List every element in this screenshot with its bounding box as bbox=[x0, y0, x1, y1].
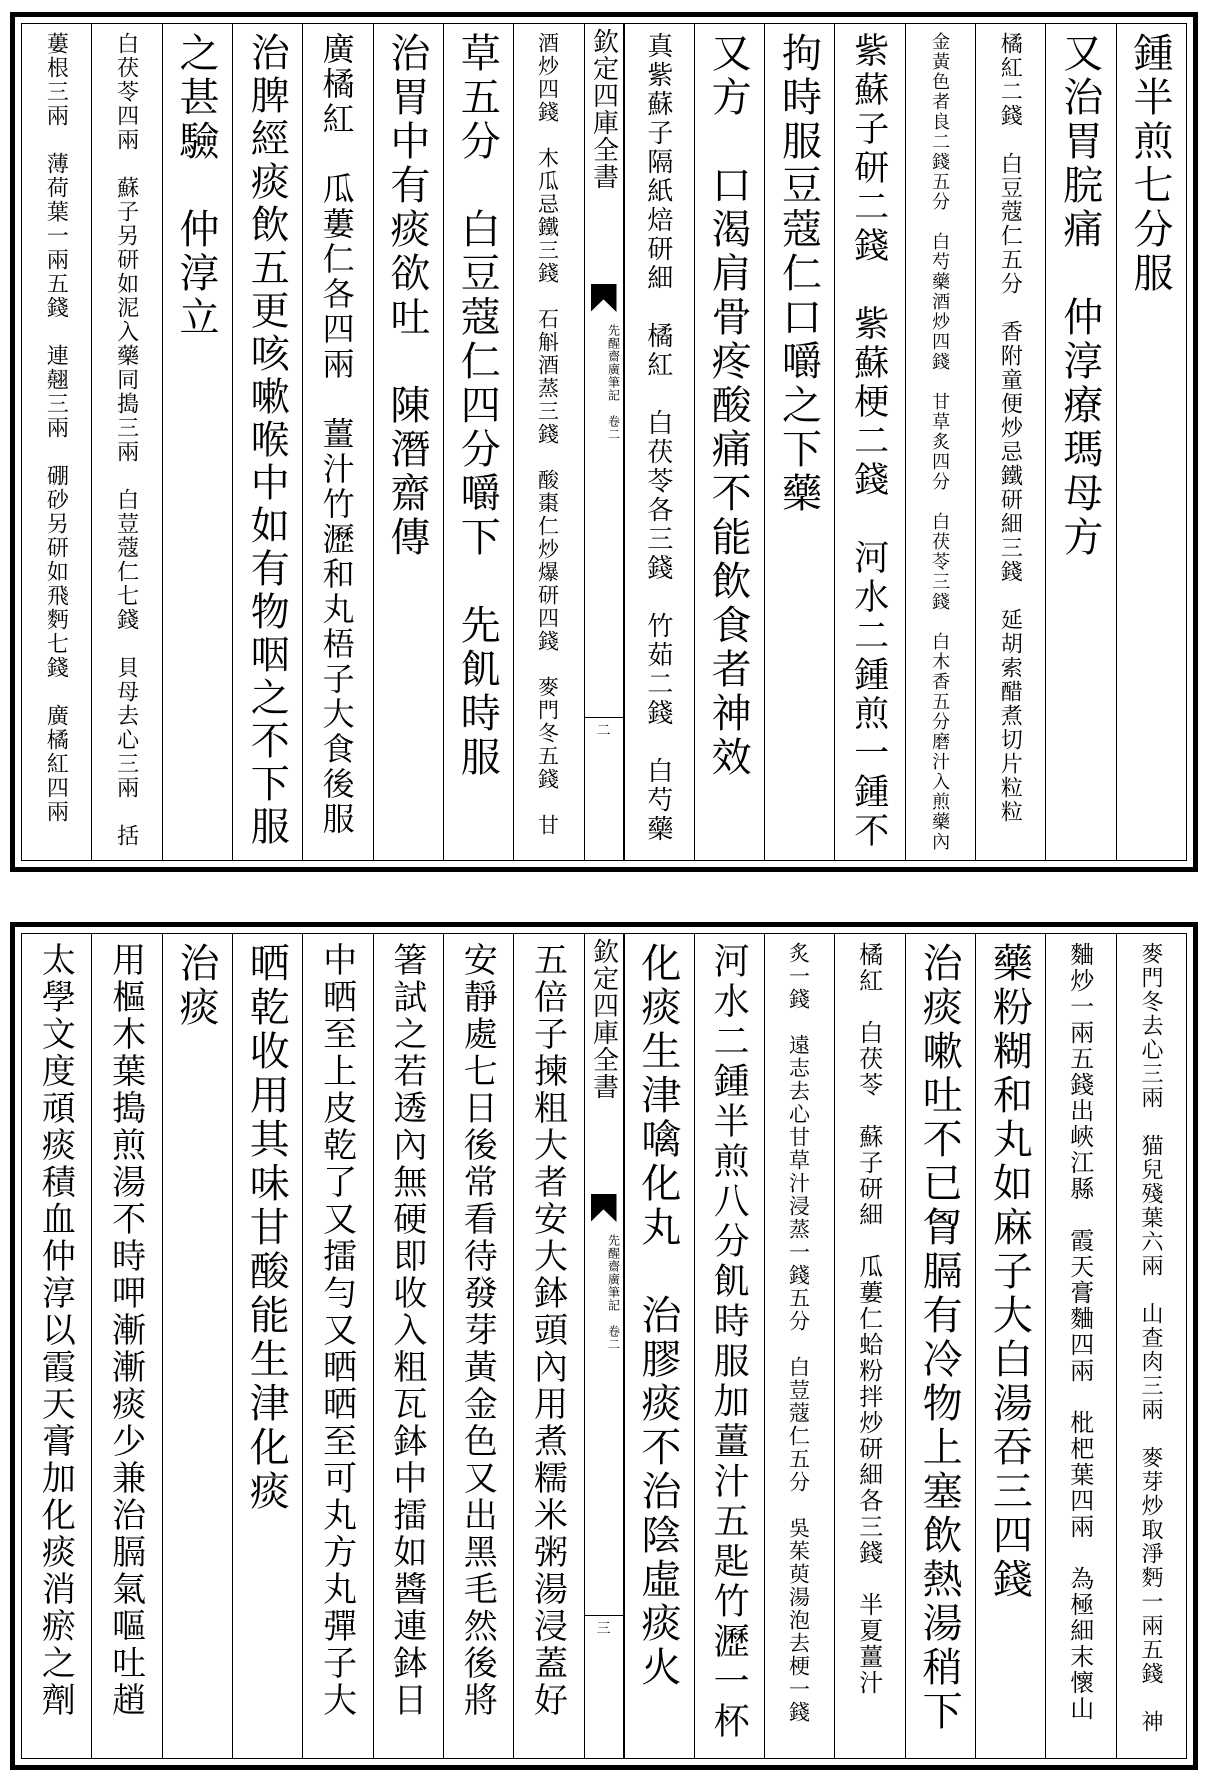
column-text: 拘時服豆蔻仁口嚼之下藥 bbox=[775, 32, 822, 516]
page-top-frame bbox=[21, 23, 1187, 861]
text-column bbox=[1045, 24, 1115, 860]
text-column bbox=[1116, 934, 1186, 1758]
text-column bbox=[443, 934, 513, 1758]
text-column bbox=[373, 24, 443, 860]
column-text: 草五分 白豆蔻仁四分嚼下 先飢時服 bbox=[454, 32, 501, 780]
page-top bbox=[10, 12, 1198, 872]
column-text: 治脾經痰飲五更咳嗽喉中如有物咽之不下服 bbox=[244, 32, 290, 849]
column-text: 炙一錢 遠志去心甘草汁浸蒸一錢五分 白荳蔻仁五分 吳茱萸湯泡去梗一錢 bbox=[786, 942, 811, 1724]
fishtail-mark-icon bbox=[591, 1194, 617, 1222]
page-top-columns bbox=[22, 24, 1186, 860]
column-text: 藥粉糊和丸如麻子大白湯吞三四錢 bbox=[986, 942, 1033, 1602]
column-text: 真紫蘇子隔紙焙研細 橘紅 白茯苓各三錢 竹茹二錢 白芍藥 bbox=[642, 32, 673, 844]
fold-gutter bbox=[584, 24, 624, 860]
text-column bbox=[513, 24, 583, 860]
text-column bbox=[22, 934, 91, 1758]
column-text: 安靜處七日後常看待發芽黃金色又出黑毛然後將 bbox=[457, 942, 498, 1719]
column-text: 五倍子揀粗大者安大鉢頭內用煮糯米粥湯浸蓋好 bbox=[527, 942, 568, 1719]
text-column bbox=[162, 24, 232, 860]
column-text: 化痰生津噙化丸 治膠痰不治陰虛痰火 bbox=[634, 942, 681, 1690]
column-text: 橘紅二錢 白豆蔻仁五分 香附童便炒忌鐵研細三錢 延胡索醋煮切片粒粒 bbox=[997, 32, 1023, 824]
column-text: 治胃中有痰欲吐 陳潛齋傳 bbox=[383, 32, 430, 560]
column-text: 酒炒四錢 木瓜忌鐵三錢 石斛酒蒸三錢 酸棗仁炒爆研四錢 麥門冬五錢 甘 bbox=[535, 32, 560, 837]
text-column bbox=[1116, 24, 1186, 860]
text-column bbox=[22, 24, 91, 860]
gutter-subtitle: 先醒齋廣筆記 卷二 bbox=[606, 324, 621, 441]
text-column bbox=[302, 24, 372, 860]
text-column bbox=[232, 934, 302, 1758]
text-column bbox=[834, 934, 904, 1758]
text-column bbox=[834, 24, 904, 860]
column-text: 又治胃脘痛 仲淳療瑪母方 bbox=[1056, 32, 1103, 560]
fishtail-mark-icon bbox=[591, 284, 617, 312]
column-text: 蔞根三兩 薄荷葉一兩五錢 連翹三兩 硼砂另研如飛麪七錢 廣橘紅四兩 bbox=[43, 32, 69, 824]
column-text: 治痰嗽吐不已胷膈有冷物上塞飲熱湯稍下 bbox=[916, 942, 963, 1734]
text-column bbox=[764, 934, 834, 1758]
text-column bbox=[302, 934, 372, 1758]
gutter-title: 欽定四庫全書 bbox=[588, 28, 619, 190]
column-text: 之甚驗 仲淳立 bbox=[172, 32, 219, 340]
text-column bbox=[1045, 934, 1115, 1758]
column-text: 用樞木葉搗煎湯不時呷漸漸痰少兼治膈氣嘔吐趙 bbox=[105, 942, 146, 1719]
column-text: 廣橘紅 瓜蔞仁各四兩 薑汁竹瀝和丸梧子大食後服 bbox=[317, 32, 356, 837]
text-column bbox=[513, 934, 583, 1758]
column-text: 治痰 bbox=[172, 942, 219, 1030]
text-column bbox=[975, 24, 1045, 860]
text-column bbox=[694, 934, 764, 1758]
column-text: 白茯苓四兩 蘇子另研如泥入藥同搗三兩 白荳蔻仁七錢 貝母去心三兩 括 bbox=[113, 32, 139, 848]
text-column bbox=[694, 24, 764, 860]
column-text: 晒乾收用其味甘酸能生津化痰 bbox=[243, 942, 290, 1514]
column-text: 箸試之若透內無硬即收入粗瓦鉢中擂如醬連鉢日 bbox=[386, 942, 427, 1719]
gutter-title: 欽定四庫全書 bbox=[588, 938, 619, 1100]
gutter-subtitle: 先醒齋廣筆記 卷二 bbox=[606, 1234, 621, 1351]
fold-gutter bbox=[584, 934, 624, 1758]
page-number: 二 bbox=[585, 717, 623, 740]
page-bottom-frame bbox=[21, 933, 1187, 1759]
text-column bbox=[975, 934, 1045, 1758]
column-text: 橘紅 白茯苓 蘇子研細 瓜蔞仁蛤粉拌炒研細各三錢 半夏薑汁 bbox=[854, 942, 883, 1696]
text-column bbox=[443, 24, 513, 860]
column-text: 太學文度頑痰積血仲淳以霞天膏加化痰消瘀之劑 bbox=[35, 942, 76, 1719]
text-column bbox=[624, 24, 694, 860]
page-bottom-columns bbox=[22, 934, 1186, 1758]
column-text: 河水二鍾半煎八分飢時服加薑汁五匙竹瀝一杯 bbox=[708, 942, 750, 1742]
column-text: 麯炒一兩五錢出峽江縣 霞天膏麯四兩 枇杷葉四兩 為極細末懷山 bbox=[1065, 942, 1094, 1722]
text-column bbox=[905, 24, 975, 860]
text-column bbox=[764, 24, 834, 860]
column-text: 紫蘇子研二錢 紫蘇梗二錢 河水二鍾煎一鍾不 bbox=[848, 32, 889, 851]
text-column bbox=[232, 24, 302, 860]
column-text: 又方 口渴肩骨疼酸痛不能飲食者神效 bbox=[705, 32, 752, 780]
text-column bbox=[624, 934, 694, 1758]
text-column bbox=[905, 934, 975, 1758]
text-column bbox=[91, 24, 161, 860]
page-number: 三 bbox=[585, 1615, 623, 1638]
column-text: 麥門冬去心三兩 猫兒殘葉六兩 山查肉三兩 麥芽炒取淨麪一兩五錢 神 bbox=[1138, 942, 1163, 1734]
column-text: 中晒至上皮乾了又擂勻又晒晒至可丸方丸彈子大 bbox=[316, 942, 357, 1719]
column-text: 金黃色者良二錢五分 白芍藥酒炒四錢 甘草炙四分 白茯苓三錢 白木香五分磨汁入煎藥內 bbox=[929, 32, 951, 852]
column-text: 鍾半煎七分服 bbox=[1127, 32, 1173, 296]
page-bottom bbox=[10, 922, 1198, 1770]
text-column bbox=[373, 934, 443, 1758]
text-column bbox=[91, 934, 161, 1758]
text-column bbox=[162, 934, 232, 1758]
